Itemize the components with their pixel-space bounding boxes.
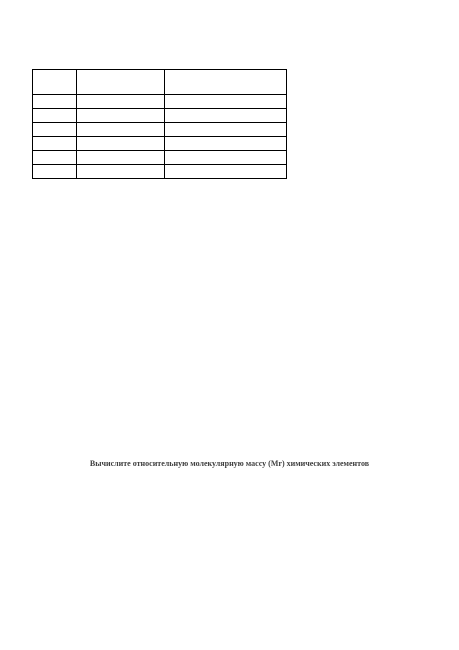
task-caption: Вычислите относительную молекулярную массу (Mr) химических элементов (89, 459, 370, 468)
table-cell (165, 70, 287, 95)
table-cell (33, 165, 77, 179)
table-header-row (33, 70, 287, 95)
table-row (33, 123, 287, 137)
table-cell (165, 95, 287, 109)
table-cell (165, 109, 287, 123)
table-cell (77, 70, 165, 95)
empty-table (32, 69, 287, 179)
table-cell (165, 165, 287, 179)
table-cell (77, 165, 165, 179)
table-cell (33, 95, 77, 109)
table-row (33, 109, 287, 123)
table-row (33, 165, 287, 179)
table-cell (33, 70, 77, 95)
table-row (33, 137, 287, 151)
table-cell (33, 109, 77, 123)
table-cell (165, 123, 287, 137)
table-cell (77, 151, 165, 165)
table-cell (165, 151, 287, 165)
table-row (33, 95, 287, 109)
table-cell (33, 123, 77, 137)
table-cell (77, 95, 165, 109)
table-row (33, 151, 287, 165)
table-cell (77, 123, 165, 137)
table-cell (77, 109, 165, 123)
table-cell (77, 137, 165, 151)
table-cell (33, 151, 77, 165)
table-cell (33, 137, 77, 151)
table-cell (165, 137, 287, 151)
